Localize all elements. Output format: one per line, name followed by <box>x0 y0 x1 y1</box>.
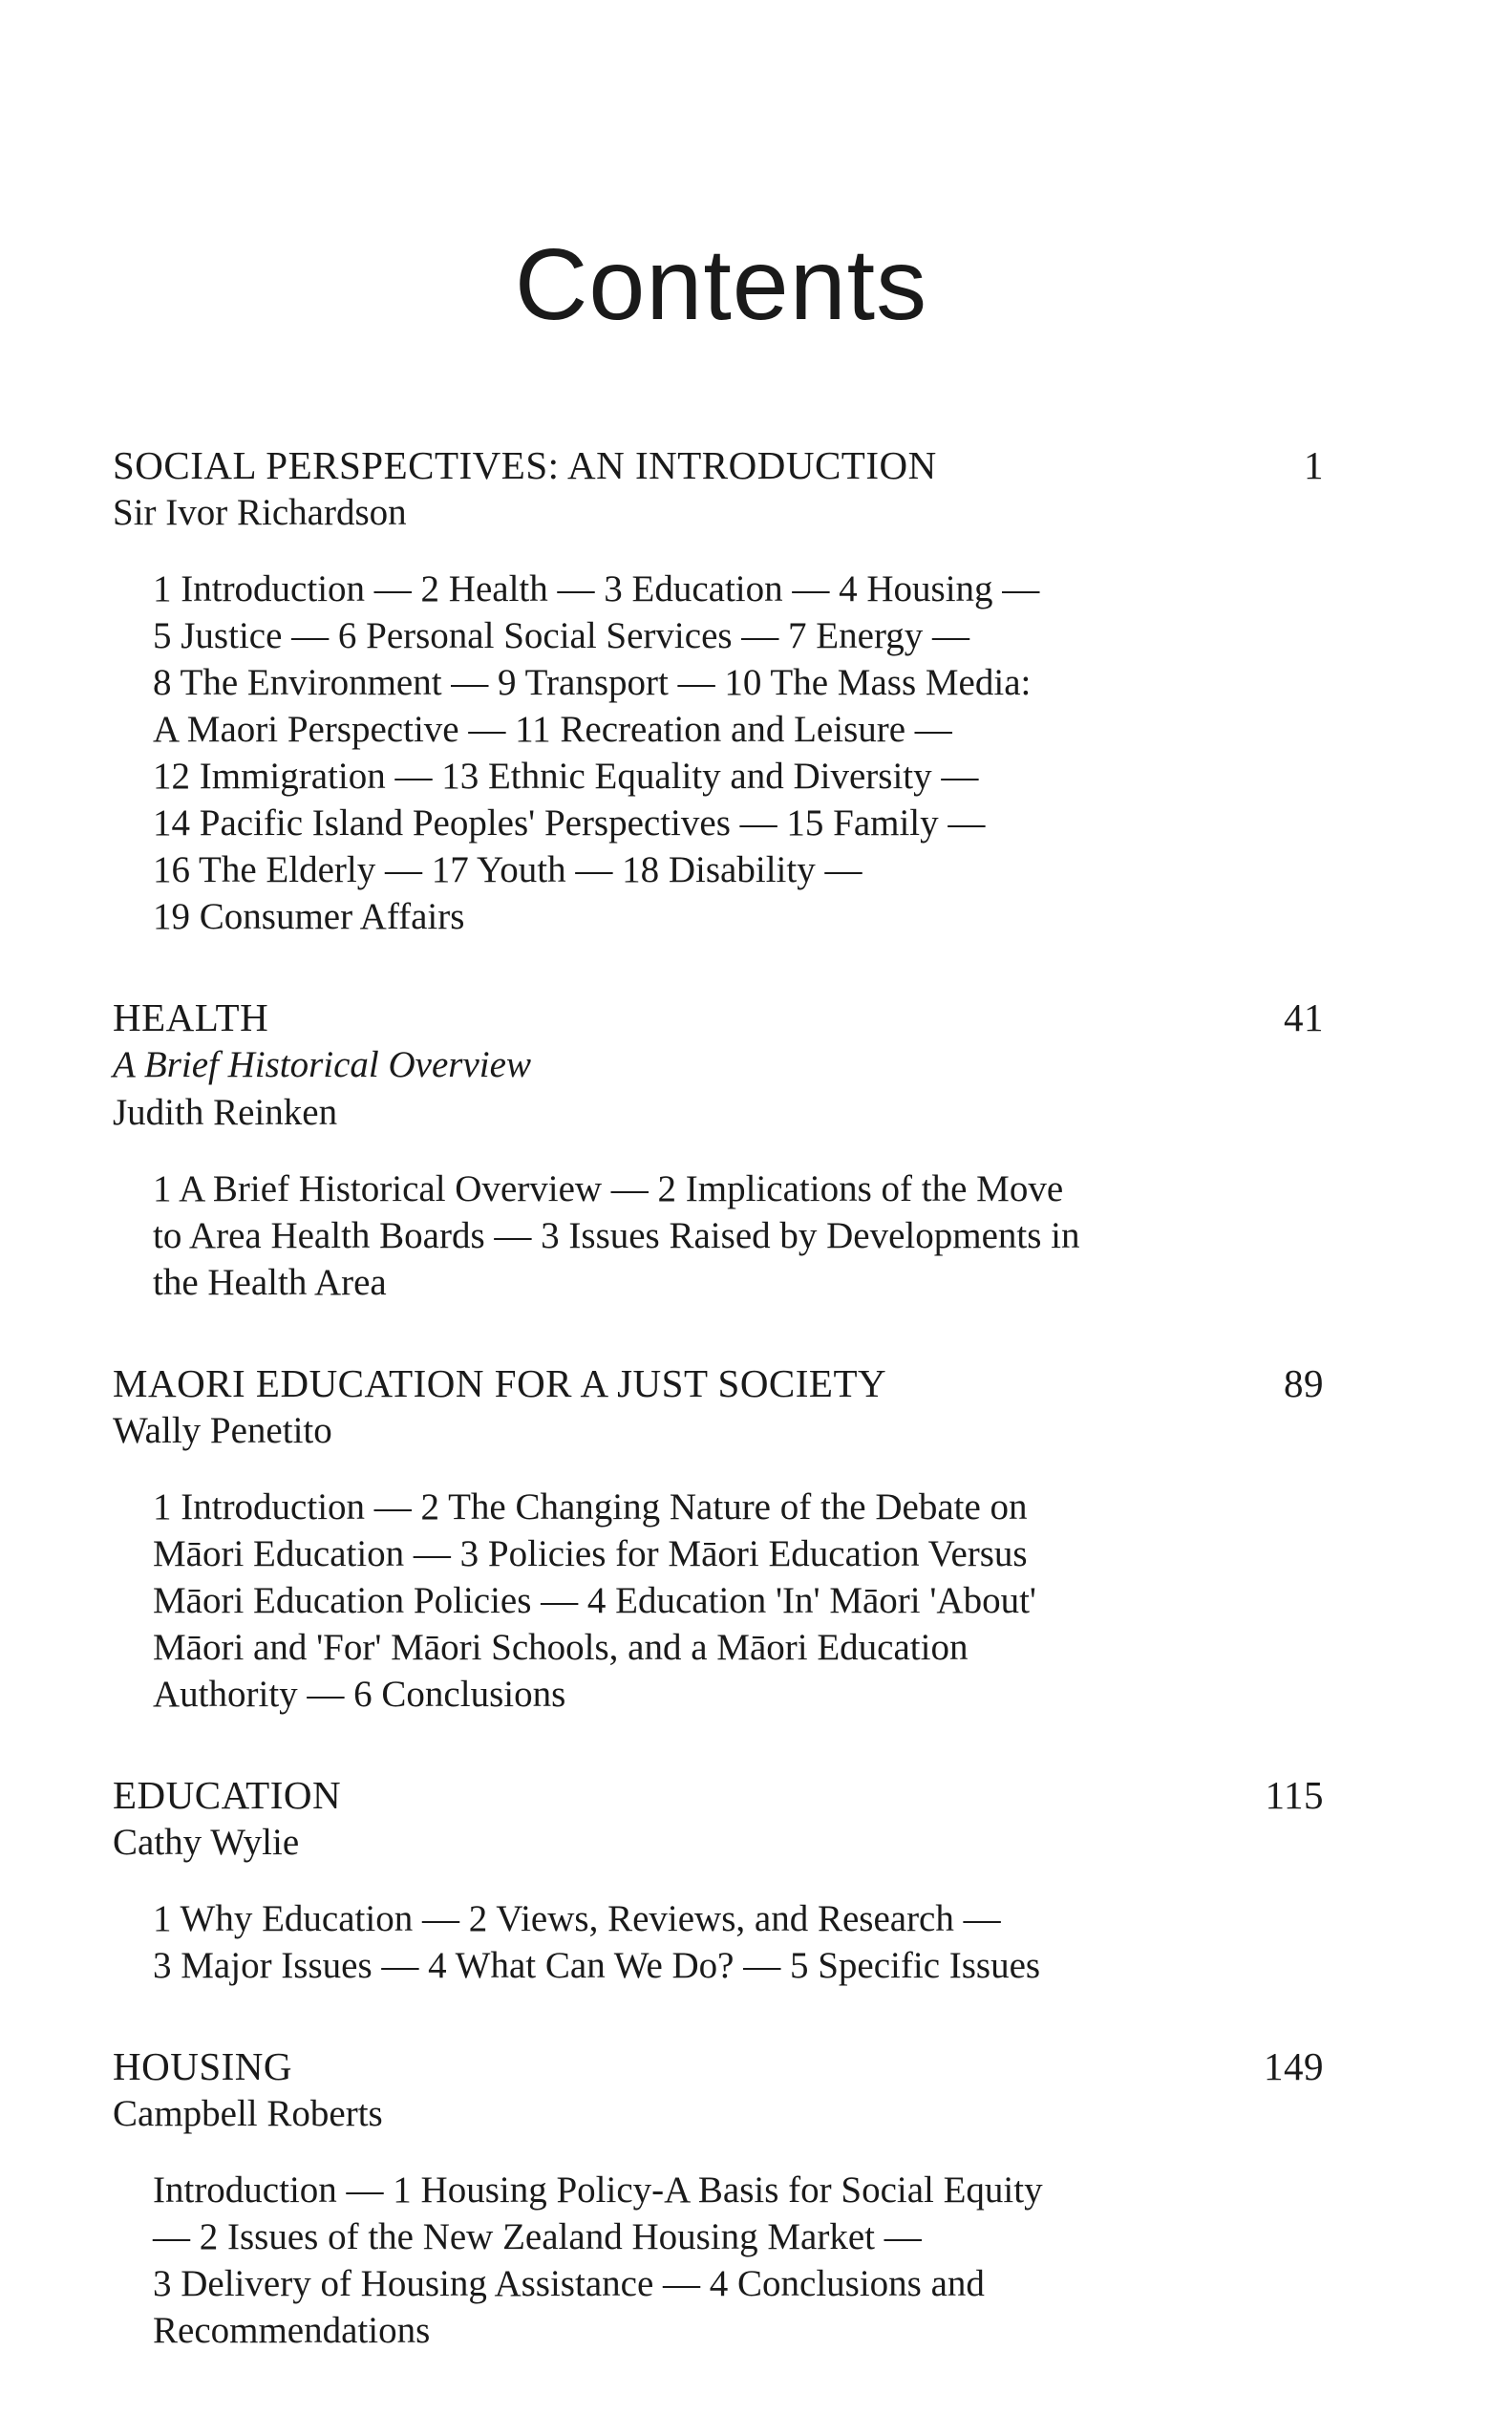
page-number: 115 <box>1265 1773 1324 1817</box>
toc-entry <box>113 994 1324 1306</box>
chapter-summary <box>153 2167 1251 2354</box>
toc-entry <box>113 2042 1324 2354</box>
toc-entry-header <box>113 1771 1324 1819</box>
summary-line: 12 Immigration — 13 Ethnic Equality and Diversity — <box>153 756 979 797</box>
summary-line: the Health Area <box>153 1262 387 1303</box>
toc-entry-header <box>113 1359 1324 1407</box>
summary-line: 19 Consumer Affairs <box>153 896 465 937</box>
page-number: 41 <box>1284 995 1324 1039</box>
chapter-author: Campbell Roberts <box>113 2093 383 2134</box>
summary-line: — 2 Issues of the New Zealand Housing Market — <box>153 2216 922 2257</box>
chapter-summary <box>153 1165 1251 1306</box>
chapter-author: Cathy Wylie <box>113 1822 300 1863</box>
page-title: Contents <box>514 228 928 341</box>
summary-line: 1 A Brief Historical Overview — 2 Implications of the Move <box>153 1168 1064 1209</box>
table-of-contents <box>113 441 1324 2407</box>
toc-entry <box>113 1359 1324 1718</box>
chapter-heading: SOCIAL PERSPECTIVES: AN INTRODUCTION <box>113 443 937 487</box>
summary-line: Māori Education Policies — 4 Education 'In' Māori 'About' <box>153 1580 1036 1621</box>
chapter-summary <box>153 1484 1251 1718</box>
chapter-author: Wally Penetito <box>113 1410 332 1451</box>
chapter-author: Judith Reinken <box>113 1092 338 1133</box>
chapter-subtitle: A Brief Historical Overview <box>113 1044 531 1085</box>
summary-line: 1 Why Education — 2 Views, Reviews, and Research — <box>153 1898 1001 1939</box>
page-number: 149 <box>1264 2044 1324 2088</box>
chapter-heading: HOUSING <box>113 2044 292 2088</box>
summary-line: 1 Introduction — 2 Health — 3 Education — 4 Housing — <box>153 568 1040 609</box>
page-number: 89 <box>1284 1361 1324 1405</box>
page-number: 1 <box>1304 443 1324 487</box>
summary-line: to Area Health Boards — 3 Issues Raised by Developments in <box>153 1215 1080 1256</box>
summary-line: Māori Education — 3 Policies for Māori Education Versus <box>153 1533 1028 1574</box>
toc-entry <box>113 441 1324 940</box>
chapter-heading: HEALTH <box>113 995 269 1039</box>
chapter-summary <box>153 1895 1251 1989</box>
summary-line: Recommendations <box>153 2310 431 2351</box>
toc-entry-header <box>113 441 1324 489</box>
toc-entry-header <box>113 2042 1324 2090</box>
summary-line: 14 Pacific Island Peoples' Perspectives — 15 Family — <box>153 802 986 844</box>
chapter-author: Sir Ivor Richardson <box>113 492 407 533</box>
chapter-summary <box>153 566 1251 940</box>
toc-entry <box>113 1771 1324 1989</box>
summary-line: Māori and 'For' Māori Schools, and a Māori Education <box>153 1627 969 1668</box>
summary-line: A Maori Perspective — 11 Recreation and Leisure — <box>153 709 952 750</box>
summary-line: 5 Justice — 6 Personal Social Services — 7 Energy — <box>153 615 969 656</box>
summary-line: 1 Introduction — 2 The Changing Nature of the Debate on <box>153 1486 1028 1528</box>
summary-line: 16 The Elderly — 17 Youth — 18 Disability — <box>153 849 862 890</box>
summary-line: Authority — 6 Conclusions <box>153 1674 566 1715</box>
chapter-heading: MAORI EDUCATION FOR A JUST SOCIETY <box>113 1361 887 1405</box>
summary-line: 3 Major Issues — 4 What Can We Do? — 5 Specific Issues <box>153 1945 1041 1986</box>
toc-entry-header <box>113 994 1324 1041</box>
summary-line: 3 Delivery of Housing Assistance — 4 Conclusions and <box>153 2263 985 2304</box>
summary-line: 8 The Environment — 9 Transport — 10 The Mass Media: <box>153 662 1032 703</box>
summary-line: Introduction — 1 Housing Policy-A Basis for Social Equity <box>153 2169 1043 2211</box>
chapter-heading: EDUCATION <box>113 1773 342 1817</box>
